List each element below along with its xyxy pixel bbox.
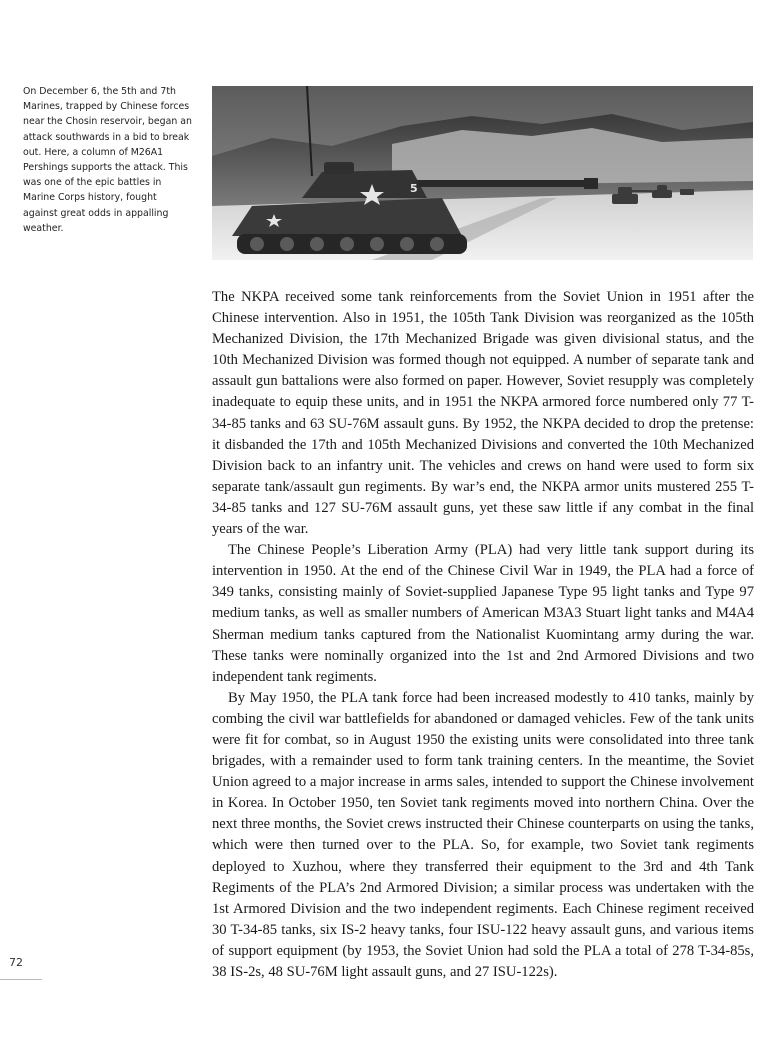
page-number: 72 (9, 956, 23, 969)
paragraph-pla-expansion: By May 1950, the PLA tank force had been increased modestly to 410 tanks, mainly by combing the civil war battlefields for abandoned or damaged vehicles. Few of the tank units were fit for combat, so in August 1950 the existing units were consolidated into three tank brigades, with a remainder used to form tank training centers. In the meantime, the Soviet Union agreed to a major increase in arms sales, intended to support the Chinese involvement in Korea. In October 1950, ten Soviet tank regiments moved into northern China. Over the next three months, the Soviet crews instructed their Chinese counterparts on using the tanks, which were then turned over to the PLA. So, for example, two Soviet tank regiments deployed to Xuzhou, where they transferred their equipment to the 3rd and 4th Tank Regiments of the PLA’s 2nd Armored Division; a similar process was undertaken with the 1st Armored Division and the two independent regiments. Each Chinese regiment received 30 T-34-85 tanks, six IS-2 heavy tanks, four ISU-122 heavy assault guns, and various items of support equipment (by 1953, the Soviet Union had sold the PLA a total of 278 T-34-85s, 38 IS-2s, 48 SU-76M light assault guns, and 27 ISU-122s). (212, 689, 754, 980)
page-number-rule (0, 979, 42, 980)
article-body (212, 287, 754, 983)
turret-number: 5 (410, 182, 418, 195)
photo-caption: On December 6, the 5th and 7th Marines, trapped by Chinese forces near the Chosin reservoir, began an attack southwards in a bid to break out. Here, a column of M26A1 Pershings supports the attack. This was one of the epic battles in Marine Corps history, fought against great odds in appalling weather. (23, 86, 192, 234)
paragraph-nkpa: The NKPA received some tank reinforcements from the Soviet Union in 1951 after the Chinese intervention. Also in 1951, the 105th Tank Division was reorganized as the 105th Mechanized Division, the 17th Mechanized Brigade was given divisional status, and the 10th Mechanized Division was formed though not equipped. A number of separate tank and assault gun battalions were also formed on paper. However, Soviet resupply was completely inadequate to equip these units, and in 1951 the NKPA armored force numbered only 77 T-34-85 tanks and 63 SU-76M assault guns. By 1952, the NKPA decided to drop the pretense: it disbanded the 17th and 105th Mechanized Divisions and converted the 10th Mechanized Division back to an infantry unit. The vehicles and crews on hand were used to form six separate tank/assault gun regiments. By war’s end, the NKPA armor units mustered 255 T-34-85 tanks and 127 SU-76M assault guns, yet these saw little if any combat in the final years of the war. (212, 289, 754, 538)
tank-column-photo (212, 86, 753, 260)
tank-photo-illustration (212, 86, 753, 260)
paragraph-pla-1950: The Chinese People’s Liberation Army (PLA) had very little tank support during its intervention in 1950. At the end of the Chinese Civil War in 1949, the PLA had a force of 349 tanks, consisting mainly of Soviet-supplied Japanese Type 95 light tanks and Type 97 medium tanks, as well as smaller numbers of American M3A3 Stuart light tanks and M4A4 Sherman medium tanks captured from the Nationalist Kuomintang army during the war. These tanks were nominally organized into the 1st and 2nd Armored Divisions and two independent tank regiments. (212, 542, 754, 685)
